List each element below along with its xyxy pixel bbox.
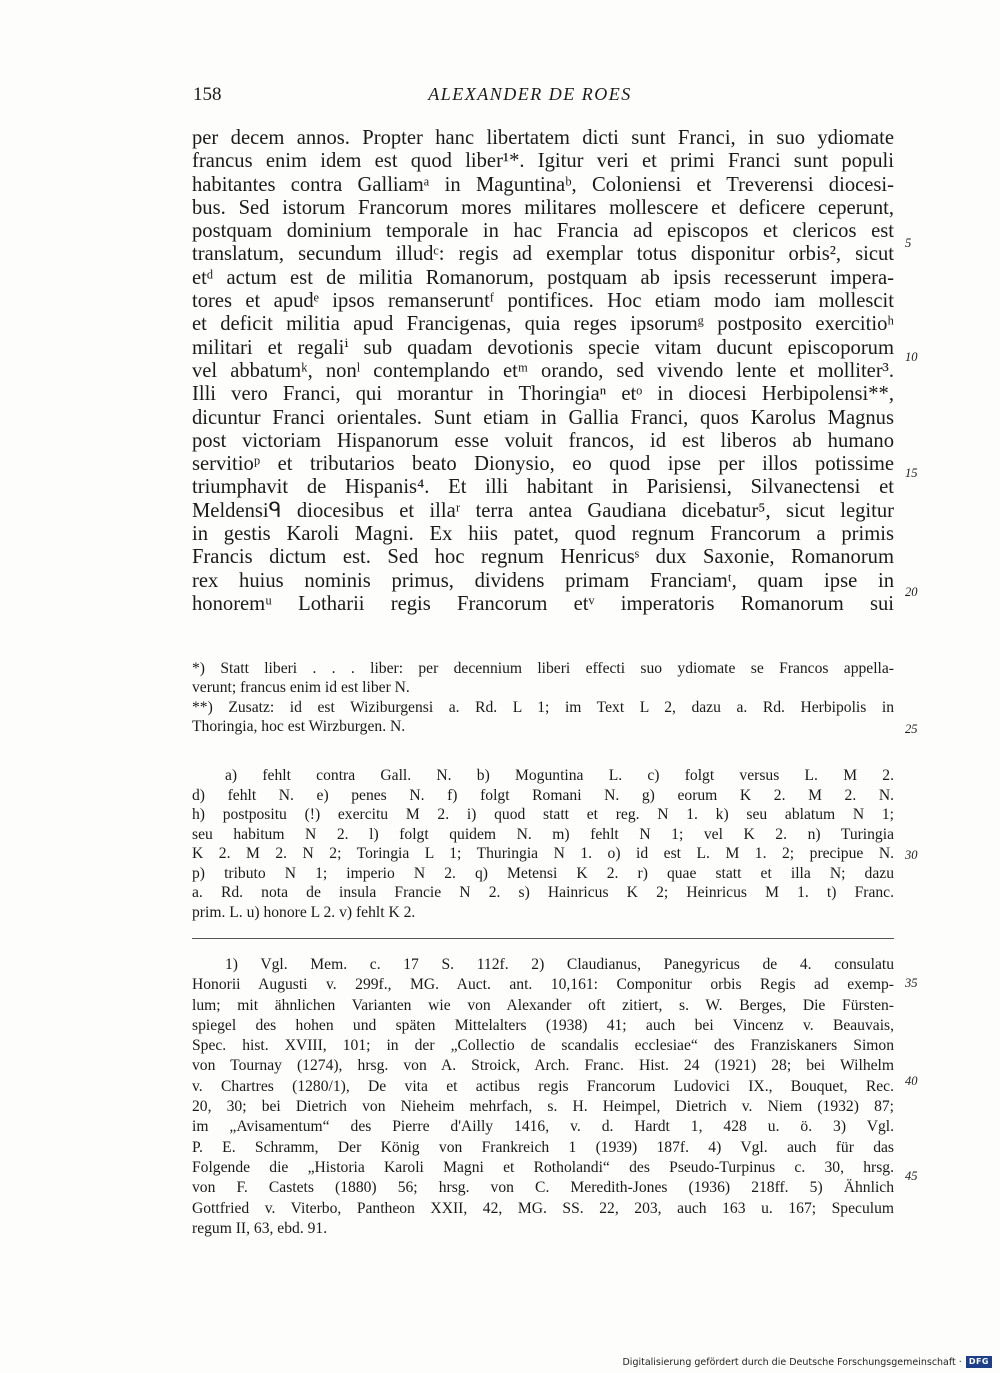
source-note-line: 20, 30; bei Dietrich von Nieheim mehrfach, s. H. Heimpel, Dietrich v. Niem (1932) 87; (192, 1098, 894, 1116)
line-number: 15 (905, 466, 918, 480)
variant-note-line: a) fehlt contra Gall. N. b) Moguntina L. c) folgt versus L. M 2. (225, 767, 894, 784)
main-text-line: Francis dictum est. Sed hoc regnum Henricusˢ dux Saxonie, Romanorum (192, 546, 894, 569)
footnote-divider (192, 938, 894, 939)
main-text-line: militari et regaliⁱ sub quadam devotionis specie vitam ducunt episcoporum (192, 336, 894, 359)
line-number: 5 (905, 236, 912, 250)
main-text-line: translatum, secundum illudᶜ: regis ad exemplar totus disponitur orbis², sicut (192, 243, 894, 266)
main-text-line: etᵈ actum est de militia Romanorum, postquam ab ipsis recesserunt impera- (192, 266, 894, 289)
line-number: 25 (905, 722, 918, 736)
variant-note-line: p) tributo N 1; imperio N 2. q) Metensi K 2. r) quae statt et illa N; dazu (192, 864, 894, 882)
variant-note-line: a. Rd. nota de insula Francie N 2. s) Hainricus K 2; Heinricus M 1. t) Franc. (192, 884, 894, 901)
main-text-line: per decem annos. Propter hanc libertatem dicti sunt Franci, in suo ydiomate (192, 127, 894, 149)
main-text-line: et deficit militia apud Francigenas, quia reges ipsorumᵍ postposito exercitioʰ (192, 313, 894, 336)
main-text-line: servitioᵖ et tributarios beato Dionysio, eo quod ipse per illos potissime (192, 453, 894, 476)
digitization-credit (622, 1356, 992, 1368)
source-note-line: Folgende die „Historia Karoli Magni et Rotholandi“ des Pseudo-Turpinus c. 30, hrsg. (192, 1158, 894, 1176)
line-number: 30 (905, 848, 918, 862)
star-note-line: *) Statt liberi . . . liber: per decennium liberi effecti suo ydiomate se Francos appella- (192, 660, 894, 677)
source-note-line: von Tournay (1274), hrsg. von A. Stroick, Arch. Franc. Hist. 24 (1921) 28; bei Wilhelm (192, 1057, 894, 1075)
variant-note-line: h) postpositu (!) exercitu M 2. i) quod statt et reg. N 1. k) seu ablatum N 1; (192, 806, 894, 823)
main-text-line: vel abbatumᵏ, nonˡ contemplando etᵐ orando, sed vivendo lente et molliter³. (192, 359, 894, 382)
source-note-line: Honorii Augusti v. 299f., MG. Auct. ant. 10,161: Componitur orbis Regis ad exemp- (192, 976, 894, 994)
line-number: 20 (905, 585, 918, 599)
source-note-line: im „Avisamentum“ des Pierre d'Ailly 1416, v. d. Hardt 1, 428 u. ö. 3) Vgl. (192, 1118, 894, 1136)
variant-notes (192, 766, 894, 922)
source-note-line: Gottfried v. Viterbo, Pantheon XXII, 42, MG. SS. 22, 203, auch 163 u. 167; Speculum (192, 1199, 894, 1217)
main-text-line: dicuntur Franci orientales. Sunt etiam in Gallia Franci, quos Karolus Magnus (192, 406, 894, 429)
line-number: 10 (905, 350, 918, 364)
variant-note-line: K 2. M 2. N 2; Toringia L 1; Thuringia N 1. o) id est L. M 1. 2; precipue N. (192, 845, 894, 862)
source-note-line: von F. Castets (1880) 56; hrsg. von C. Meredith-Jones (1936) 218ff. 5) Ähnlich (192, 1179, 894, 1197)
main-text-line: rex huius nominis primus, dividens primam Franciamᵗ, quam ipse in (192, 569, 894, 592)
main-text-line: habitantes contra Galliamᵃ in Maguntinaᵇ, Coloniensi et Treverensi diocesi- (192, 173, 894, 196)
variant-note-line: d) fehlt N. e) penes N. f) folgt Romani N. g) eorum K 2. M 2. N. (192, 786, 894, 804)
source-notes (192, 955, 894, 1239)
star-note-line: **) Zusatz: id est Wiziburgensi a. Rd. L 1; im Text L 2, dazu a. Rd. Herbipolis in (192, 698, 894, 716)
source-note-line: regum II, 63, ebd. 91. (192, 1219, 328, 1237)
main-text-line: post victoriam Hispanorum esse voluit francos, id est liberos ab humano (192, 429, 894, 452)
star-notes (192, 659, 894, 737)
source-note-line: Spec. hist. XVIII, 101; in der „Collectio de scandalis ecclesiae“ des Franziskaners Simon (192, 1037, 894, 1055)
star-note-line: Thoringia, hoc est Wirzburgen. N. (192, 718, 406, 736)
main-text-line: in gestis Karoli Magni. Ex hiis patet, quod regnum Francorum a primis (192, 523, 894, 546)
star-note-line: verunt; francus enim id est liber N. (192, 679, 410, 697)
running-head: ALEXANDER DE ROES (428, 84, 632, 104)
source-note-line: spiegel des hohen und späten Mittelalters (1938) 41; auch bei Vincenz v. Beauvais, (192, 1016, 894, 1034)
main-text-line: Illi vero Franci, qui morantur in Thoringiaⁿ etᵒ in diocesi Herbipolensi**, (192, 383, 894, 406)
dfg-logo: DFG (966, 1356, 992, 1368)
line-number: 35 (905, 976, 918, 990)
main-text-line: postquam dominium temporale in hac Francia ad episcopos et clericos est (192, 220, 894, 243)
main-text (192, 127, 894, 616)
line-number: 45 (905, 1169, 918, 1183)
page-number: 158 (193, 84, 222, 105)
variant-note-line: seu habitum N 2. l) folgt quidem N. m) fehlt N 1; vel K 2. n) Turingia (192, 825, 894, 843)
source-note-line: v. Chartres (1280/1), De vita et actibus regis Francorum Ludovici IX., Bouquet, Rec. (192, 1077, 894, 1095)
main-text-line: tores et apudᵉ ipsos remanseruntᶠ pontifices. Hoc etiam modo iam mollescit (192, 290, 894, 313)
variant-note-line: prim. L. u) honore L 2. v) fehlt K 2. (192, 903, 416, 921)
digitization-credit-text: Digitalisierung gefördert durch die Deutsche Forschungsgemeinschaft · (622, 1356, 962, 1368)
main-text-line: francus enim idem est quod liber¹*. Igitur veri et primi Franci sunt populi (192, 150, 894, 173)
source-note-line: 1) Vgl. Mem. c. 17 S. 112f. 2) Claudianus, Panegyricus de 4. consulatu (225, 956, 894, 973)
line-number: 40 (905, 1074, 918, 1088)
source-note-line: lum; mit ähnlichen Varianten wie von Alexander oft zitiert, s. W. Berges, Die Fürsten- (192, 996, 894, 1014)
main-text-line: triumphavit de Hispanis⁴. Et illi habitant in Parisiensi, Silvanectensi et (192, 476, 894, 499)
main-text-line: bus. Sed istorum Francorum mores militares mollescere et deficere ceperunt, (192, 196, 894, 219)
main-text-line: honoremᵘ Lotharii regis Francorum etᵛ imperatoris Romanorum sui (192, 592, 894, 615)
main-text-line: Meldensiᑫ diocesibus et illaʳ terra antea Gaudiana dicebatur⁵, sicut legitur (192, 499, 894, 522)
source-note-line: P. E. Schramm, Der König von Frankreich 1 (1939) 187f. 4) Vgl. auch für das (192, 1138, 894, 1156)
